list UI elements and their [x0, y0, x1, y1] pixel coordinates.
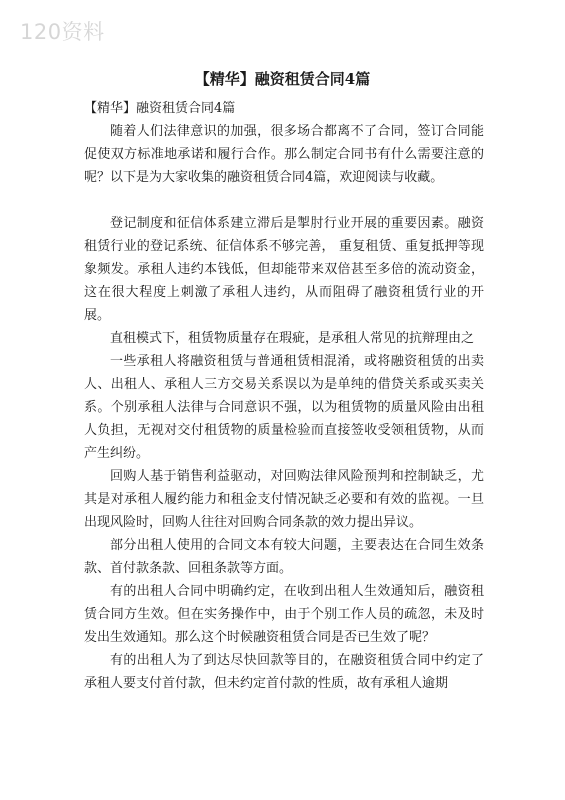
paragraph-buyback: 回购人基于销售利益驱动，对回购法律风险预判和控制缺乏，尤其是对承租人履约能力和租金支付情况缺乏必要和有效的监视。一旦出现风险时，回购人往往对回购合同条款的效力提出异议。 [84, 469, 484, 530]
watermark-logo: 120资料 [20, 20, 105, 44]
document-title: 【精华】融资租赁合同4篇 [194, 70, 371, 88]
paragraph-effective-notice: 有的出租人合同中明确约定，在收到出租人生效通知后，融资租赁合同方生效。但在实务操作中，由于个别工作人员的疏忽，未及时发出生效通知。那么这个时候融资租赁合同是否已生效了呢？ [84, 584, 484, 645]
paragraph-intro: 随着人们法律意识的加强，很多场合都离不了合同，签订合同能促使双方标准地承诺和履行合作。那么制定合同书有什么需要注意的呢？以下是为大家收集的融资租赁合同4篇，欢迎阅读与收藏。 [84, 124, 484, 185]
document-subtitle: 【精华】融资租赁合同4篇 [84, 101, 236, 116]
document-body [84, 97, 484, 695]
paragraph-down-payment: 有的出租人为了到达尽快回款等目的，在融资租赁合同中约定了承租人要支付首付款，但未约定首付款的性质，故有承租人逾期 [84, 653, 484, 691]
paragraph-direct-lease: 直租模式下，租赁物质量存在瑕疵，是承租人常见的抗辩理由之 [110, 331, 475, 346]
paragraph-confusion: 一些承租人将融资租赁与普通租赁相混淆，或将融资租赁的出卖人、出租人、承租人三方交易关系误以为是单纯的借贷关系或买卖关系。个别承租人法律与合同意识不强，以为租赁物的质量风险由出租人负担，无视对交付租赁物的质量检验而直接签收受领租赁物，从而产生纠纷。 [84, 354, 484, 461]
paragraph-contract-text: 部分出租人使用的合同文本有较大问题，主要表达在合同生效条款、首付款条款、回租条款等方面。 [84, 538, 484, 576]
paragraph-registration: 登记制度和征信体系建立滞后是掣肘行业开展的重要因素。融资租赁行业的登记系统、征信体系不够完善， 重复租赁、重复抵押等现象频发。承租人违约本钱低，但却能带来双倍甚至多倍的流动资金，这在很大程度上刺激了承租人违约，从而阻碍了融资租赁行业的开展。 [84, 216, 484, 323]
